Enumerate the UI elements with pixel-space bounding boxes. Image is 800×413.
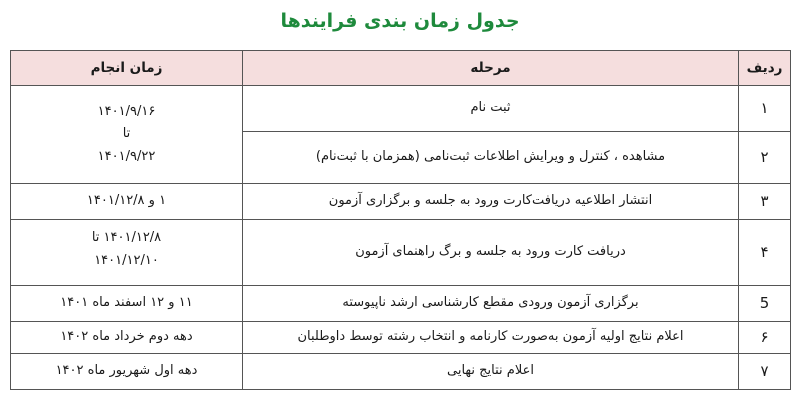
header-row [11, 51, 791, 86]
row-index: ۶ [739, 322, 791, 354]
table-row [11, 354, 791, 390]
table-row [11, 86, 791, 132]
header-index: ردیف [739, 51, 791, 86]
time-line-1: ۱۴۰۱/۱۲/۸ تا [91, 230, 162, 246]
row-stage: مشاهده ، کنترل و ویرایش اطلاعات ثبت‌نامی (همزمان با ثبت‌نام) [243, 132, 739, 184]
row-stage: اعلام نتایج نهایی [243, 354, 739, 390]
row-time: ۱۱ و ۱۲ اسفند ماه ۱۴۰۱ [11, 286, 243, 322]
row-stage: انتشار اطلاعیه دریافت‌کارت ورود به جلسه و برگزاری آزمون [243, 184, 739, 220]
row-time-merged [11, 86, 243, 184]
row-index: 5 [739, 286, 791, 322]
row-stage: دریافت کارت ورود به جلسه و برگ راهنمای آزمون [243, 220, 739, 286]
row-index: ۷ [739, 354, 791, 390]
row-index: ۴ [739, 220, 791, 286]
row-stage: برگزاری آزمون ورودی مقطع کارشناسی ارشد ناپیوسته [243, 286, 739, 322]
schedule-table [10, 50, 791, 390]
header-stage: مرحله [243, 51, 739, 86]
time-separator: تا [122, 126, 131, 142]
row-stage: ثبت نام [243, 86, 739, 132]
row-index: ۳ [739, 184, 791, 220]
row-time [11, 220, 243, 286]
time-line-2: ۱۴۰۱/۱۲/۱۰ [94, 252, 159, 268]
table-row [11, 184, 791, 220]
header-time: زمان انجام [11, 51, 243, 86]
row-time: ۱ و ۱۴۰۱/۱۲/۸ [11, 184, 243, 220]
table-row [11, 220, 791, 286]
time-from: ۱۴۰۱/۹/۱۶ [97, 104, 156, 120]
row-time: دهه دوم خرداد ماه ۱۴۰۲ [11, 322, 243, 354]
table-row [11, 322, 791, 354]
row-index: ۲ [739, 132, 791, 184]
table-row [11, 286, 791, 322]
time-to: ۱۴۰۱/۹/۲۲ [97, 148, 156, 164]
row-stage: اعلام نتایج اولیه آزمون به‌صورت کارنامه و انتخاب رشته توسط داوطلبان [243, 322, 739, 354]
row-index: ۱ [739, 86, 791, 132]
row-time: دهه اول شهریور ماه ۱۴۰۲ [11, 354, 243, 390]
page-title: جدول زمان بندی فرایندها [280, 10, 520, 32]
